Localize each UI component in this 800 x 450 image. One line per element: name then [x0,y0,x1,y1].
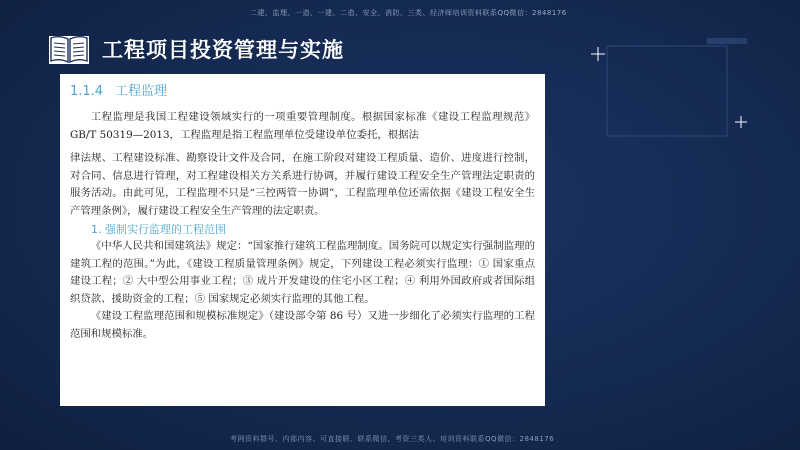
watermark-top: 二建、监理、一造、一建、二造、安全、消防、三类、经济师培训资料联系QQ微信：2848176 [250,9,567,17]
paragraph-2: 《中华人民共和国建筑法》规定：“国家推行建筑工程监理制度。国务院可以规定实行强制监理的建筑工程的范围。”为此，《建设工程质量管理条例》规定，下列建设工程必须实行监理：① 国家重点建设工程；② 大中型公用事业工程；③ 成片开发建设的住宅小区工程；④ 利用外国政府或者国际组织贷款、援助资金的工程；⑤ 国家规定必须实行监理的其他工程。 [70,240,535,305]
decorative-frame [585,30,765,140]
sub-heading: 1. 强制实行监理的工程范围 [91,223,226,236]
paragraph-1b: 律法规、工程建设标准、勘察设计文件及合同，在施工阶段对建设工程质量、造价、进度进行控制，对合同、信息进行管理，对工程建设相关方关系进行协调，并履行建设工程安全生产管理法定职责的服务活动。由此可见，工程监理不只是“三控两管一协调”，工程监理单位还需依据《建设工程安全生产管理条例》，履行建设工程安全生产管理的法定职责。 [70,152,535,217]
paragraph-3: 《建设工程监理范围和规模标准规定》（建设部令第 86 号）又进一步细化了必须实行监理的工程范围和规模标准。 [70,310,535,340]
paragraph-1a: 工程监理是我国工程建设领域实行的一项重要管理制度。根据国家标准《建设工程监理规范》GB/T 50319—2013，工程监理是指工程监理单位受建设单位委托，根据法 [70,111,535,141]
open-book-icon [48,33,90,65]
document-page [60,74,545,406]
slide-title: 工程项目投资管理与实施 [102,38,344,62]
watermark-bottom: 考网资料群号、内部内容、可直接联、联系微信、考资三类人、培训资料联系QQ微信：2848176 [230,435,555,443]
section-number: 1.1.4 [70,84,104,99]
section-title: 工程监理 [115,84,168,99]
section-heading [70,80,535,99]
